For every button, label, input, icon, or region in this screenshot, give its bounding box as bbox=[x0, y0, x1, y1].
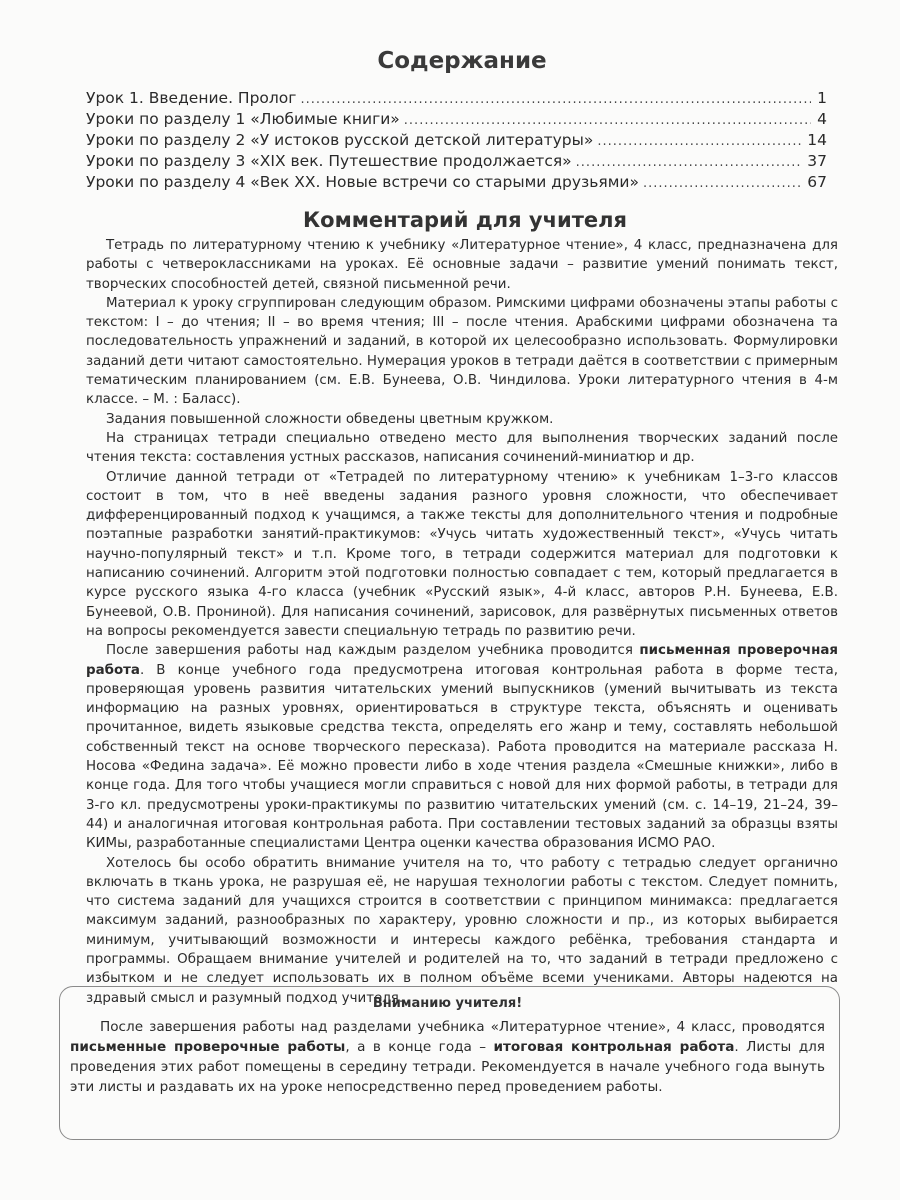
notice-text-part: , а в конце года – bbox=[345, 1039, 494, 1055]
paragraph: Хотелось бы особо обратить внимание учителя на то, что работу с тетрадью следует органично включать в ткань урока, не разрушая её, не нарушая технологии работы с текстом. Следует помнить, что система заданий для учащихся строится в соответствии с принципом минимакса: предлагается максимум заданий, разнообразных по характеру, уровню сложности и пр., из которых выбирается минимум, учитывающий возможности и интересы каждого ребёнка, требования стандарта и программы. Обращаем внимание учителей и родителей на то, что заданий в тетради предложено с избытком и не следует использовать их в полном объёме всеми учениками. Авторы надеются на здравый смысл и разумный подход учителя. bbox=[86, 855, 838, 1006]
paragraph: Отличие данной тетради от «Тетрадей по литературному чтению» к учебникам 1–3-го классов состоит в том, что в неё введены задания разного уровня сложности, что обеспечивает дифференцированный подход к учащимся, а также тексты для дополнительного чтения и подробные поэтапные разработки занятий-практикумов: «Учусь читать художественный текст», «Учусь читать научно-популярный текст» и т.п. Кроме того, в тетради содержится материал для подготовки к написанию сочинений. Алгоритм этой подготовки полностью совпадает с тем, который предлагается в курсе русского языка 4-го класса (учебник «Русский язык», 4-й класс, авторов Р.Н. Бунеева, Е.В. Бунеевой, О.В. Прониной). Для написания сочинений, зарисовок, для развёрнутых письменных ответов на вопросы рекомендуется завести специальную тетрадь по развитию речи. bbox=[86, 469, 838, 639]
notice-text-part: . Листы для проведения этих работ помещены в середину тетради. Рекомендуется в начале учебного года вынуть эти листы и раздавать их на уроке непосредственно перед проведением работы. bbox=[70, 1039, 825, 1095]
toc-item bbox=[86, 109, 827, 130]
notice-text-part: После завершения работы над разделами учебника «Литературное чтение», 4 класс, проводятся bbox=[100, 1019, 825, 1035]
notice-text bbox=[70, 1017, 825, 1097]
toc-leader-dots bbox=[597, 131, 801, 152]
paragraph bbox=[86, 641, 838, 853]
toc-leader-dots bbox=[404, 110, 811, 131]
bold-term: письменные проверочные работы bbox=[70, 1039, 346, 1055]
toc-leader-dots bbox=[643, 173, 801, 194]
toc-item-page: 67 bbox=[807, 173, 827, 191]
toc-title: Содержание bbox=[377, 48, 547, 74]
toc-item-title: Уроки по разделу 3 «XIX век. Путешествие продолжается» bbox=[86, 152, 572, 170]
toc-item bbox=[86, 172, 827, 193]
paragraph: Тетрадь по литературному чтению к учебнику «Литературное чтение», 4 класс, предназначена для работы с четвероклассниками на уроках. Её основные задачи – развитие умений понимать текст, творческих способностей детей, связной письменной речи. bbox=[86, 238, 838, 292]
toc-item-title: Урок 1. Введение. Пролог bbox=[86, 89, 297, 107]
paragraph: Материал к уроку сгруппирован следующим образом. Римскими цифрами обозначены этапы работы с текстом: I – до чтения; II – во время чтения; III – после чтения. Арабскими цифрами обозначена та последовательность упражнений и заданий, в которой их целесообразно использовать. Формулировки заданий дети читают самостоятельно. Нумерация уроков в тетради даётся в соответствии с примерным тематическим планированием (см. Е.В. Бунеева, О.В. Чиндилова. Уроки литературного чтения в 4-м классе. – М. : Баласс). bbox=[86, 295, 838, 408]
toc-item bbox=[86, 130, 827, 151]
notice-title: Вниманию учителя! bbox=[372, 996, 523, 1011]
toc-item bbox=[86, 151, 827, 172]
commentary-body bbox=[86, 236, 838, 1008]
toc-item-page: 14 bbox=[807, 131, 827, 149]
bold-term: итоговая контрольная работа bbox=[493, 1039, 735, 1055]
toc-item-page: 1 bbox=[817, 89, 827, 107]
toc-item-title: Уроки по разделу 1 «Любимые книги» bbox=[86, 110, 400, 128]
toc-leader-dots bbox=[576, 152, 802, 173]
toc-item-title: Уроки по разделу 2 «У истоков русской детской литературы» bbox=[86, 131, 594, 149]
paragraph: Задания повышенной сложности обведены цветным кружком. bbox=[106, 411, 554, 427]
toc-item-page: 37 bbox=[807, 152, 827, 170]
toc-item-title: Уроки по разделу 4 «Век XX. Новые встречи со старыми друзьями» bbox=[86, 173, 639, 191]
toc-item bbox=[86, 88, 827, 109]
commentary-title: Комментарий для учителя bbox=[302, 208, 628, 232]
toc-leader-dots bbox=[300, 89, 811, 110]
table-of-contents bbox=[86, 88, 827, 193]
toc-item-page: 4 bbox=[817, 110, 827, 128]
teacher-notice-box bbox=[59, 986, 840, 1140]
paragraph-text: После завершения работы над каждым разделом учебника проводится bbox=[106, 643, 640, 659]
paragraph: На страницах тетради специально отведено место для выполнения творческих заданий после чтения текста: составления устных рассказов, написания сочинений-миниатюр и др. bbox=[86, 430, 838, 466]
paragraph-text: . В конце учебного года предусмотрена итоговая контрольная работа в форме теста, проверяющая уровень развития читательских умений выпускников (умений вычитывать из текста информацию на разных уровнях, ориентироваться в структуре текста, объяснять и оценивать прочитанное, видеть языковые средства текста, определять его жанр и тему, составлять небольшой собственный текст на основе творческого пересказа). Работа проводится на материале рассказа Н. Носова «Федина задача». Её можно провести либо в ходе чтения раздела «Смешные книжки», либо в конце года. Для того чтобы учащиеся могли справиться с новой для них формой работы, в тетради для 3-го кл. предусмотрены уроки-практикумы по развитию читательских умений (см. с. 14–19, 21–24, 39–44) и аналогичная итоговая контрольная работа. При составлении тестовых заданий за образцы взяты КИМы, разработанные специалистами Центра оценки качества образования ИСМО РАО. bbox=[86, 662, 838, 852]
bold-term: письменная проверочная работа bbox=[86, 643, 838, 678]
